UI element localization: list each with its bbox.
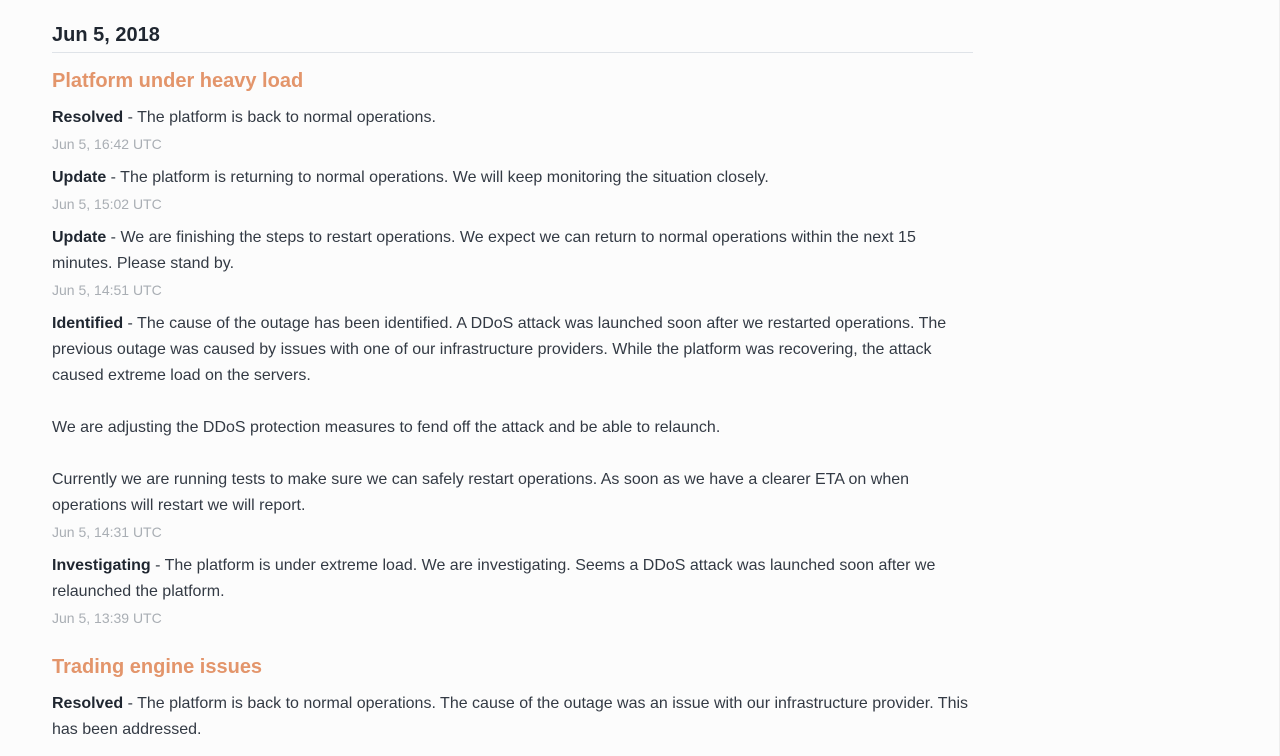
update-text [52, 225, 973, 277]
incident-title-link[interactable]: Trading engine issues [52, 656, 263, 678]
update-separator: - [106, 229, 121, 246]
update-status: Update [52, 169, 107, 186]
incident-title-link[interactable]: Platform under heavy load [52, 70, 304, 92]
update-text [52, 311, 973, 519]
update-separator: - [123, 695, 138, 712]
update-body: The platform is back to normal operations. The cause of the outage was an issue with our infrastructure provider. This has been addressed. [52, 695, 969, 738]
incident-history [52, 0, 973, 743]
update-timestamp: Jun 5, 14:51 UTC [52, 282, 162, 298]
update-status: Resolved [52, 695, 124, 712]
update-body: The platform is under extreme load. We are investigating. Seems a DDoS attack was launched soon after we relaunched the platform. [52, 557, 936, 600]
update-status: Identified [52, 315, 124, 332]
update-body: We are finishing the steps to restart operations. We expect we can return to normal operations within the next 15 minutes. Please stand by. [52, 229, 916, 272]
update-separator: - [123, 109, 138, 126]
update-text [52, 553, 973, 605]
date-heading: Jun 5, 2018 [52, 0, 973, 53]
update-status: Investigating [52, 557, 151, 574]
update-separator: - [123, 315, 138, 332]
update-body: The cause of the outage has been identified. A DDoS attack was launched soon after we restarted operations. The previous outage was caused by issues with one of our infrastructure providers. While the platform was recovering, the attack caused extreme load on the servers. We are adjusting the DDoS protection measures to fend off the attack and be able to relaunch. Currently we are running tests to make sure we can safely restart operations. As soon as we have a clearer ETA on when operations will restart we will report. [52, 315, 947, 514]
incident-update [52, 691, 973, 743]
update-status: Resolved [52, 109, 124, 126]
update-timestamp: Jun 5, 16:42 UTC [52, 136, 162, 152]
incident-update [52, 311, 973, 541]
update-text [52, 691, 973, 743]
incident [52, 69, 973, 627]
update-body: The platform is returning to normal operations. We will keep monitoring the situation closely. [120, 169, 769, 186]
update-timestamp: Jun 5, 14:31 UTC [52, 524, 162, 540]
incident-update [52, 225, 973, 299]
update-timestamp: Jun 5, 13:39 UTC [52, 610, 162, 626]
incident [52, 655, 973, 743]
incident-update [52, 553, 973, 627]
incident-update [52, 105, 973, 153]
update-text [52, 165, 973, 191]
update-timestamp: Jun 5, 15:02 UTC [52, 196, 162, 212]
update-separator: - [150, 557, 165, 574]
update-separator: - [106, 169, 121, 186]
update-status: Update [52, 229, 107, 246]
incident-update [52, 165, 973, 213]
update-body: The platform is back to normal operations. [137, 109, 436, 126]
update-text [52, 105, 973, 131]
